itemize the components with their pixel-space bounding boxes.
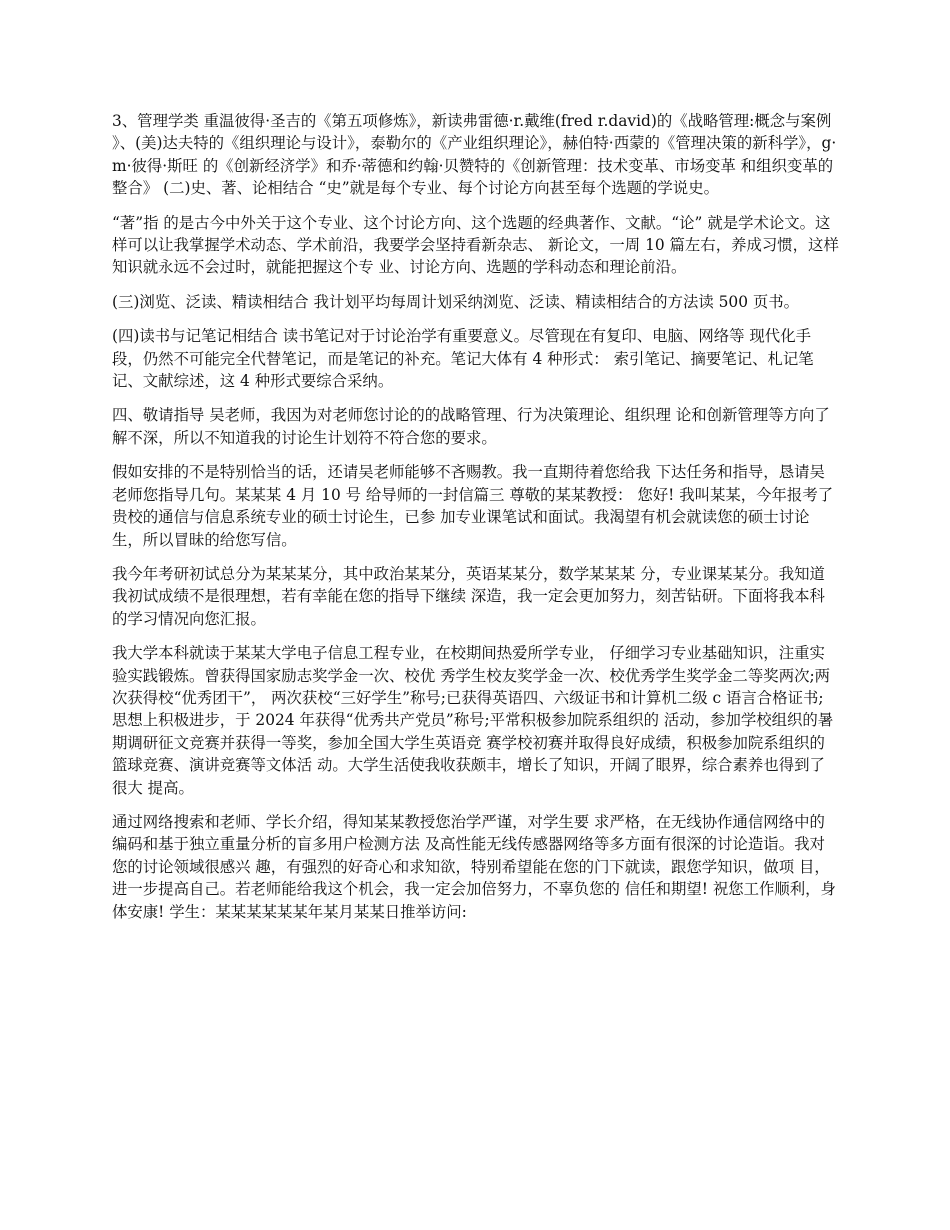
paragraph-note-taking: (四)读书与记笔记相结合 读书笔记对于讨论治学有重要意义。尽管现在有复印、电脑、网络等 现代化手段，仍然不可能完全代替笔记，而是笔记的补充。笔记大体有 4 种形式： 索引笔记、摘要笔记、札记笔记、文献综述，这 4 种形式要综合采纳。 — [112, 327, 814, 391]
paragraph-request-guidance: 四、敬请指导 吴老师，我因为对老师您讨论的的战略管理、行为决策理论、组织理 论和创新管理等方向了解不深，所以不知道我的讨论生计划符不符合您的要求。 — [112, 406, 830, 447]
paragraph-letter-intro: 假如安排的不是特别恰当的话，还请吴老师能够不吝赐教。我一直期待着您给我 下达任务和指导，恳请吴老师您指导几句。某某某 4 月 10 号 给导师的一封信篇三 尊敬的某某教授： 您好! 我叫某某，今年报考了贵校的通信与信息系统专业的硕士讨论生，已参 加专业课笔试和面试。我渴望有机会就读您的硕士讨论生，所以冒昧的给您写信。 — [112, 463, 834, 549]
paragraph-management-reading-list: 3、管理学类 重温彼得·圣吉的《第五项修炼》，新读弗雷德·r.戴维(fred r.david)的《战略管理:概念与案例 》、(美)达夫特的《组织理论与设计》，泰勒尔的《产业组织理论》，赫伯特·西蒙的《管理决策的新科学》，g·m·彼得·斯旺 的《创新经济学》和乔·蒂德和约翰·贝赞特的《创新管理：技术变革、市场变革 和组织变革的整合》 (二)史、著、论相结合 “史”就是每个专业、每个讨论方向甚至每个选题的学说史。 — [112, 112, 837, 198]
document-body — [112, 110, 840, 935]
paragraph-undergraduate-record: 我大学本科就读于某某大学电子信息工程专业，在校期间热爱所学专业， 仔细学习专业基础知识，注重实验实践锻炼。曾获得国家励志奖学金一次、校优 秀学生校友奖学金一次、校优秀学生奖学金二等奖两次;两次获得校“优秀团干”， 两次获校“三好学生”称号;已获得英语四、六级证书和计算机二级 c 语言合格证书; 思想上积极进步，于 2024 年获得“优秀共产党员”称号;平常积极参加院系组织的 活动，参加学校组织的暑期调研征文竞赛并获得一等奖，参加全国大学生英语竞 赛学校初赛并取得良好成绩，积极参加院系组织的篮球竞赛、演讲竞赛等文体活 动。大学生活使我收获颇丰，增长了知识，开阔了眼界，综合素养也得到了很大 提高。 — [112, 644, 834, 797]
paragraph-closing: 通过网络搜索和老师、学长介绍，得知某某教授您治学严谨，对学生要 求严格，在无线协作通信网络中的编码和基于独立重量分析的盲多用户检测方法 及高性能无线传感器网络等多方面有很深的讨论造诣。我对您的讨论领域很感兴 趣，有强烈的好奇心和求知欲，特别希望能在您的门下就读，跟您学知识，做项 目，进一步提高自己。若老师能给我这个机会，我一定会加倍努力，不辜负您的 信任和期望! 祝您工作顺利，身体安康! 学生：某某某某某某年某月某某日推举访问: — [112, 812, 836, 921]
paragraph-reading-methods: (三)浏览、泛读、精读相结合 我计划平均每周计划采纳浏览、泛读、精读相结合的方法读 500 页书。 — [112, 292, 800, 311]
paragraph-classic-works: “著”指 的是古今中外关于这个专业、这个讨论方向、这个选题的经典著作、文献。“论” 就是学术论文。这样可以让我掌握学术动态、学术前沿，我要学会坚持看新杂志、 新论文，一周 10 篇左右，养成习惯，这样知识就永远不会过时，就能把握这个专 业、讨论方向、选题的学科动态和理论前沿。 — [112, 213, 839, 277]
paragraph-exam-scores: 我今年考研初试总分为某某某分，其中政治某某分，英语某某分，数学某某某 分，专业课某某分。我知道我初试成绩不是很理想，若有幸能在您的指导下继续 深造，我一定会更加努力，刻苦钻研。下面将我本科的学习情况向您汇报。 — [112, 564, 825, 628]
